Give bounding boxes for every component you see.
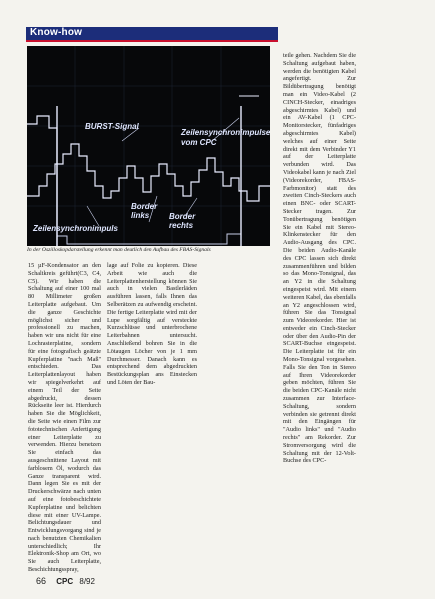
burst-signal-label: BURST-Signal bbox=[85, 122, 139, 131]
text-column-3 bbox=[283, 52, 356, 572]
column-3-text: teile gehen. Nachdem Sie die Schaltung aufgebaut haben, werden die benötigten Kabel angefertigt. Zur Bildübertragung benötigt man ein Video-Kabel (2 CINCH-Stecker, einadriges abgeschirmtes Kabel) und ein AV-Kabel (1 CPC-Monitorstecker, fünfadriges abgeschirmtes Kabel) welches auf einer Seite direkt mit dem Verbinder Y1 auf der Leiterplatte verbunden wird. Das Videokabel kann je nach Ziel (Videorekorder, FBAS-Farbmonitor) statt des zweiten Cinch-Steckers auch einen BNC- oder SCART-Stecker tragen. Zur Tonübertragung benötigen Sie ein Kabel mit Stereo-Klinkenstecker für den Audio-Ausgang des CPC. Die beiden Audio-Kanäle des CPC lassen sich direkt zusammenführen und bilden so das Mono-Tonsignal, das an Y2 in die Schaltung eingespeist wird. Mit einem weiteren Kabel, das ebenfalls an Y2 angeschlossen wird, führen Sie das Tonsignal zum Videorekorder. Hier ist entweder ein Cinch-Stecker oder über den Audio-Pin der SCART-Buchse eingespeist. Die Leiterplatte ist für ein Mono-Tonsignal vorgesehen. Falls Sie den Ton in Stereo auf Ihren Videorekorder geben möchten, führen Sie die beiden CPC-Kanäle nicht zusammen zur Interface-Schaltung, sondern verbinden sie getrennt direkt mit den Eingängen für "Audio links" und "Audio rechts" am Rekorder. Zur Stromversorgung wird die Schaltung mit der 12-Volt-Buchse des CPC- bbox=[283, 52, 356, 465]
magazine-name: CPC bbox=[56, 577, 74, 586]
border-links-label: Border links bbox=[131, 202, 158, 220]
column-1-text: 15 µF-Kondensator an den Schaltkreis geführt(C3, C4, C5). Wir haben die Schaltung auf einer 100 mal 80 Millimeter großen Leiterplatte aufgebaut. Um die ganze Geschichte möglichst sicher und professionell zu machen, haben wir uns nicht für eine Lochrasterplatine, sondern für eine fotografisch geätzte Kupferplatine "nach Maß" entschieden. Das Leiterplattenlayout haben wir spiegelverkehrt auf einem Teil der Seite abgedruckt, dessen Rückseite leer ist. Hierdurch haben Sie die Möglichkeit, die Seite wie einen Film zur fototechnischen Anfertigung einer Leiterplatte zu verwenden. Hierzu benetzen Sie einfach das ausgeschnittene Layout mit farblosem Öl, wodurch das Ganze transparent wird. Dann legen Sie es mit der Druckerschwärze nach unten auf eine fotobeschichtete Kupferplatine und belichten diese mit einer UV-Lampe. Belichtungsdauer und Entwicklungsvorgang sind je nach benutzten Chemikalien unterschiedlich; Ihr Elektronik-Shop am Ort, wo Sie auch Leiterplatte, Beschichtungsspray, bbox=[28, 262, 101, 574]
section-title: Know-how bbox=[30, 27, 83, 38]
page-number: 66 bbox=[36, 576, 47, 586]
zeilensynchron-cpc-label: Zeilensynchronimpulse vom CPC bbox=[181, 128, 270, 147]
issue-number: 8/92 bbox=[79, 577, 95, 586]
figure-caption: In der Oszilloskopdarstellung erkennt man deutlich den Aufbau des FBAS-Signals bbox=[27, 247, 211, 253]
zeilensynchron-label: Zeilensynchronimpuls bbox=[33, 224, 118, 233]
oscilloscope-image bbox=[27, 46, 270, 246]
section-header bbox=[26, 27, 278, 42]
text-column-2 bbox=[107, 262, 197, 542]
page-footer bbox=[36, 576, 95, 586]
text-column-1 bbox=[28, 262, 101, 574]
column-2-text: lage auf Folie zu kopieren. Diese Arbeit wie auch die Leiterplattenherstellung können Sie auch in vielen Bastlerläden ausführen lassen, falls Ihnen das Selberätzen zu aufwendig erscheint. Die fertige Leiterplatte wird mit der Lupe sorgfältig auf versteckte Kurzschlüsse und unterbrochene Leiterbahnen untersucht. Anschließend bohren Sie in die Lötaugen Löcher von je 1 mm Durchmesser. Danach kann es entsprechend dem abgedruckten Bestückungsplan ans Einstecken und Löten der Bau- bbox=[107, 262, 197, 386]
border-rechts-label: Border rechts bbox=[169, 212, 196, 230]
